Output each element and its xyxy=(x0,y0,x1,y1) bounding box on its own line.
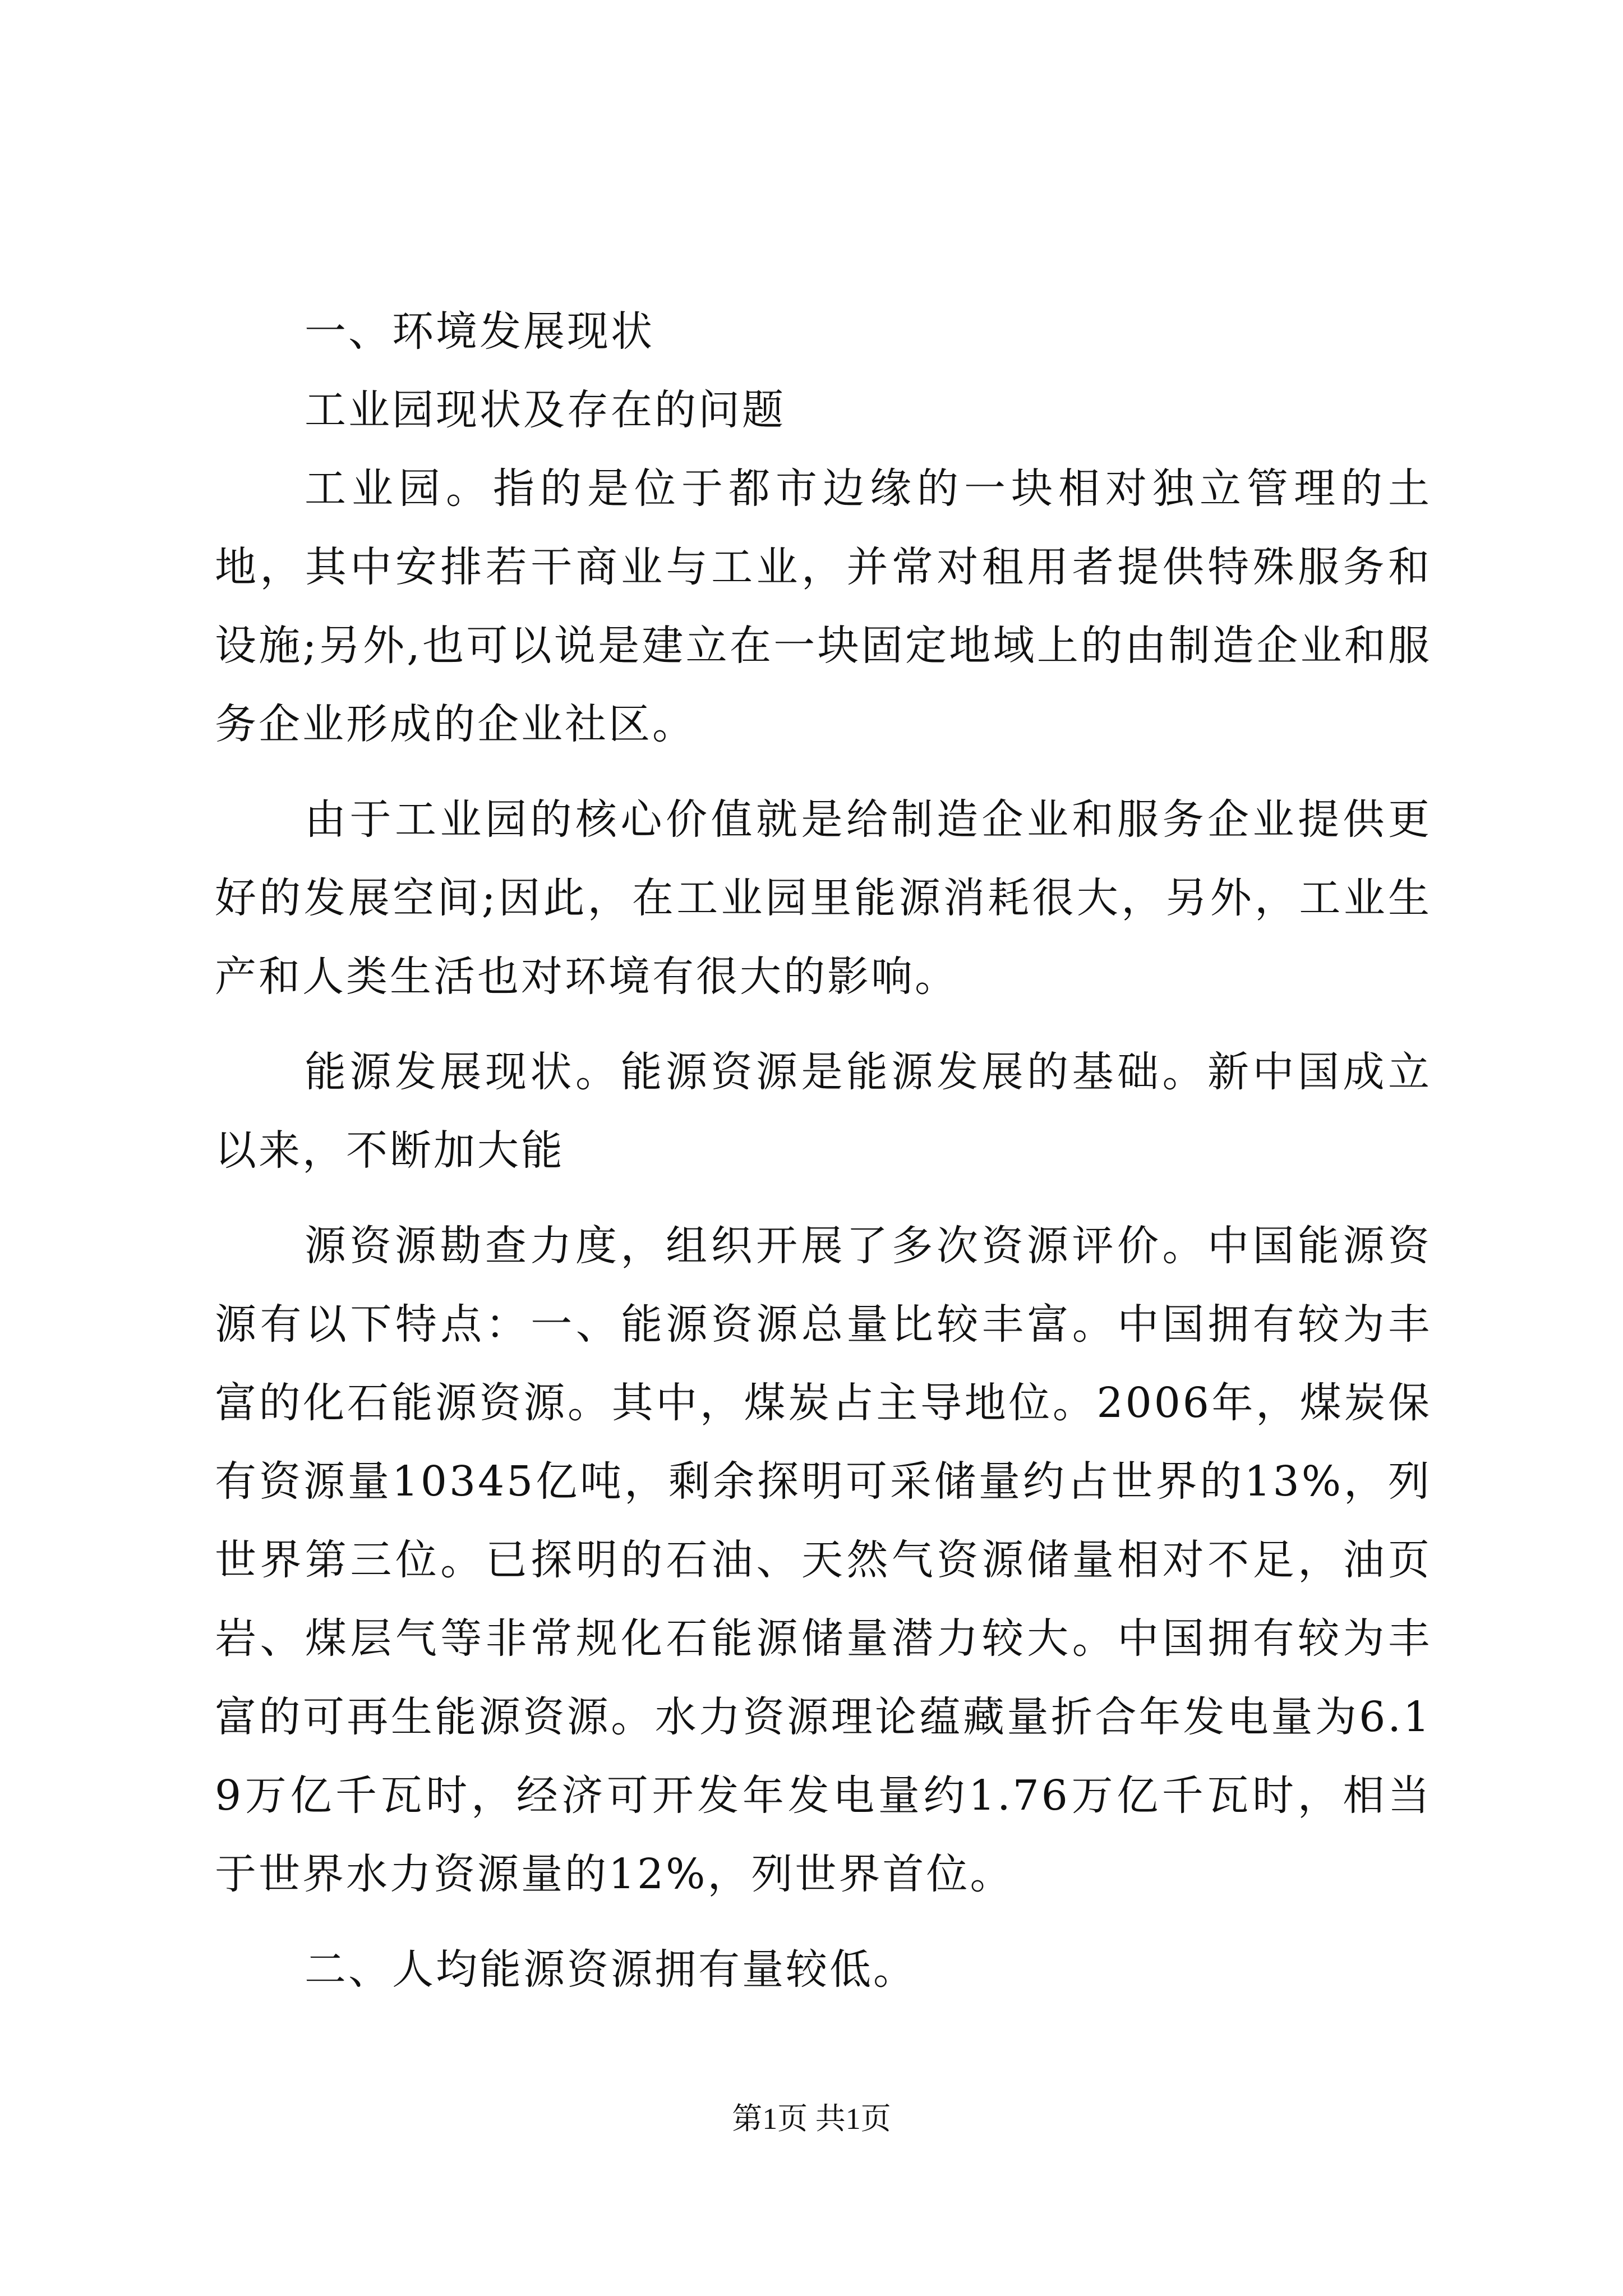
heading-environment-status: 一、环境发展现状 xyxy=(305,307,654,356)
paragraph-energy-consumption: 由于工业园的核心价值就是给制造企业和服务企业提供更好的发展空间;因此，在工业园里能源消耗很大，另外，工业生产和人类生活也对环境有很大的影响。 xyxy=(215,795,1432,1001)
paragraph-industrial-park-definition: 工业园。指的是位于都市边缘的一块相对独立管理的土地，其中安排若干商业与工业，并常对租用者提供特殊服务和设施;另外,也可以说是建立在一块固定地域上的由制造企业和服务企业形成的企业社区。 xyxy=(215,464,1432,748)
paragraph-energy-status: 能源发展现状。能源资源是能源发展的基础。新中国成立以来，不断加大能 xyxy=(215,1048,1432,1175)
subheading-industrial-park: 工业园现状及存在的问题 xyxy=(305,386,786,434)
page-footer: 第1页 共1页 xyxy=(732,2102,891,2136)
document-body xyxy=(215,292,1432,2009)
paragraph-energy-resources: 源资源勘查力度，组织开展了多次资源评价。中国能源资源有以下特点：一、能源资源总量比较丰富。中国拥有较为丰富的化石能源资源。其中，煤炭占主导地位。2006年，煤炭保有资源量10345亿吨，剩余探明可采储量约占世界的13%，列世界第三位。已探明的石油、天然气资源储量相对不足，油页岩、煤层气等非常规化石能源储量潜力较大。中国拥有较为丰富的可再生能源资源。水力资源理论蕴藏量折合年发电量为6.19万亿千瓦时，经济可开发年发电量约1.76万亿千瓦时，相当于世界水力资源量的12%，列世界首位。 xyxy=(215,1222,1432,1898)
paragraph-per-capita: 二、人均能源资源拥有量较低。 xyxy=(305,1945,917,1994)
